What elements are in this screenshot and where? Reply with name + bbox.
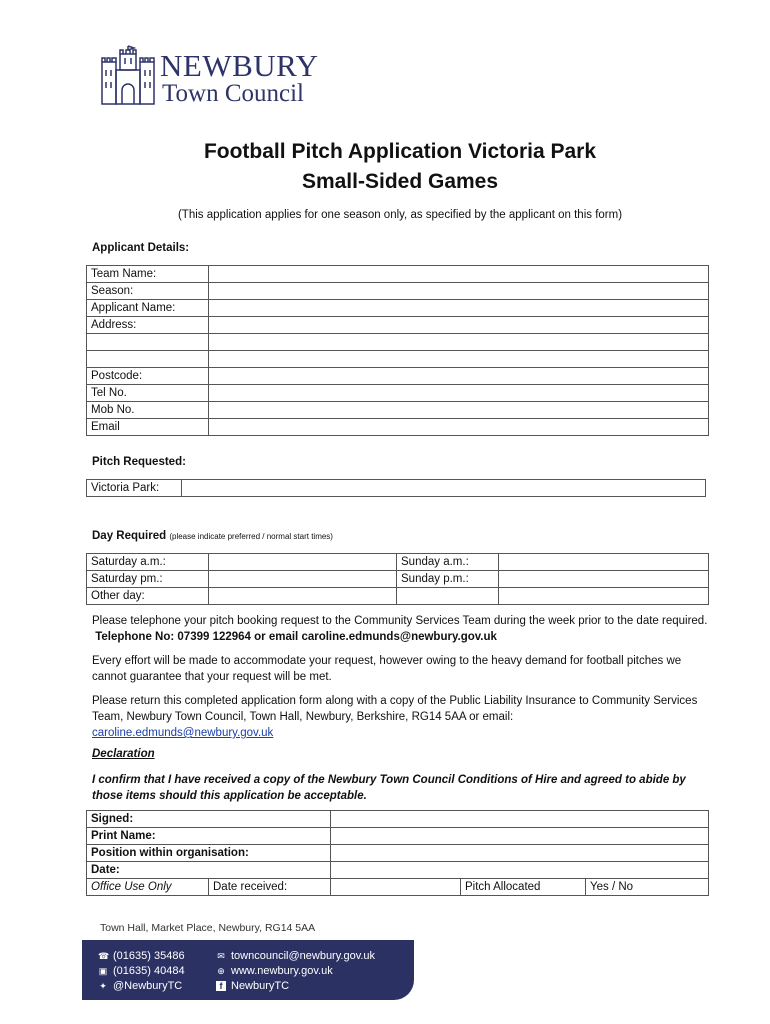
signed-label: Signed:: [87, 811, 331, 828]
sunday-am-label: Sunday a.m.:: [397, 554, 499, 571]
pitch-heading: Pitch Requested:: [92, 456, 186, 468]
day-heading-note: (please indicate preferred / normal start times): [169, 532, 333, 541]
applicant-row: [87, 300, 709, 317]
applicant-row: [87, 317, 709, 334]
applicant-row: [87, 419, 709, 436]
footer-twitter: [98, 980, 182, 992]
applicant-row-field[interactable]: [209, 300, 709, 317]
applicant-table: [86, 265, 709, 436]
saturday-pm-field[interactable]: [209, 571, 397, 588]
footer-email-text[interactable]: towncouncil@newbury.gov.uk: [231, 950, 376, 962]
applicant-row: [87, 266, 709, 283]
sunday-am-field[interactable]: [499, 554, 709, 571]
signoff-table: [86, 810, 709, 896]
date-label: Date:: [87, 862, 331, 879]
footer-phone: [98, 950, 185, 962]
applicant-row-label: Tel No.: [87, 385, 209, 402]
applicant-row-field[interactable]: [209, 402, 709, 419]
footer-phone-text: (01635) 35486: [113, 950, 185, 962]
applicant-row-field[interactable]: [209, 334, 709, 351]
twitter-icon: ✦: [99, 981, 107, 991]
applicant-row: [87, 283, 709, 300]
booking-contact: Telephone No: 07399 122964 or email caroline.edmunds@newbury.gov.uk: [95, 631, 497, 643]
victoria-park-label: Victoria Park:: [87, 480, 182, 497]
applicant-row: [87, 402, 709, 419]
sunday-pm-label: Sunday p.m.:: [397, 571, 499, 588]
applicant-row-field[interactable]: [209, 266, 709, 283]
applicant-row-label: Season:: [87, 283, 209, 300]
position-label: Position within organisation:: [87, 845, 331, 862]
footer-twitter-text[interactable]: @NewburyTC: [113, 980, 183, 992]
applicant-row-field[interactable]: [209, 368, 709, 385]
date-field[interactable]: [331, 862, 709, 879]
applicant-heading: Applicant Details:: [92, 242, 190, 254]
footer-facebook: [216, 980, 289, 992]
availability-notice: Every effort will be made to accommodate your request, however owing to the heavy demand for football pitches we cannot guarantee that your request will be met.: [92, 655, 682, 683]
saturday-pm-label: Saturday pm.:: [87, 571, 209, 588]
phone-icon: ☎: [98, 951, 110, 961]
footer-web: [216, 965, 333, 977]
page-title: Football Pitch Application Victoria Park: [203, 140, 597, 163]
applicant-row-label: Mob No.: [87, 402, 209, 419]
saturday-am-label: Saturday a.m.:: [87, 554, 209, 571]
applicant-row: [87, 334, 709, 351]
applicant-row: [87, 385, 709, 402]
other-day-field-2[interactable]: [397, 588, 499, 605]
print-name-field[interactable]: [331, 828, 709, 845]
applicant-row-label: [87, 334, 209, 351]
date-received-field[interactable]: [331, 879, 461, 896]
yes-no-field[interactable]: Yes / No: [586, 879, 709, 896]
footer-web-text[interactable]: www.newbury.gov.uk: [231, 965, 333, 977]
victoria-park-field[interactable]: [182, 480, 706, 497]
applicant-row-label: Team Name:: [87, 266, 209, 283]
fax-icon: ▣: [98, 966, 108, 976]
date-received-label: Date received:: [209, 879, 331, 896]
other-day-label: Other day:: [87, 588, 209, 605]
office-use-label: Office Use Only: [87, 879, 209, 896]
pitch-table: [86, 479, 706, 497]
applicant-row-field[interactable]: [209, 317, 709, 334]
booking-instructions: [92, 613, 712, 645]
footer-address: Town Hall, Market Place, Newbury, RG14 5AA: [100, 922, 316, 934]
saturday-am-field[interactable]: [209, 554, 397, 571]
logo: [98, 44, 158, 106]
print-name-label: Print Name:: [87, 828, 331, 845]
email-icon: ✉: [217, 951, 225, 961]
return-email-link[interactable]: caroline.edmunds@newbury.gov.uk: [92, 727, 274, 739]
page-title-line2: Small-Sided Games: [301, 170, 499, 193]
applicant-row-label: Applicant Name:: [87, 300, 209, 317]
footer-fax: [98, 965, 185, 977]
return-instructions: [92, 693, 712, 741]
applicant-row: [87, 368, 709, 385]
applicant-row-field[interactable]: [209, 419, 709, 436]
booking-instructions-text: Please telephone your pitch booking request to the Community Services Team during the week prior to the date required.: [92, 615, 708, 627]
logo-subtitle: Town Council: [162, 80, 304, 107]
castle-logo-icon: [98, 44, 158, 106]
day-table: [86, 553, 709, 605]
applicant-row-label: Postcode:: [87, 368, 209, 385]
globe-icon: ⊕: [217, 966, 225, 976]
page-subtitle: (This application applies for one season only, as specified by the applicant on this form): [177, 209, 623, 221]
logo-title: NEWBURY: [160, 48, 319, 83]
applicant-row: [87, 351, 709, 368]
applicant-row-label: Address:: [87, 317, 209, 334]
sunday-pm-field[interactable]: [499, 571, 709, 588]
declaration-heading: Declaration: [92, 748, 155, 760]
footer-contact-box: [82, 940, 414, 1000]
declaration-text: I confirm that I have received a copy of the Newbury Town Council Conditions of Hire and agreed to abide by those items should this application be acceptable.: [92, 774, 686, 802]
applicant-row-field[interactable]: [209, 385, 709, 402]
day-heading-label: Day Required: [92, 530, 167, 542]
other-day-field[interactable]: [209, 588, 397, 605]
position-field[interactable]: [331, 845, 709, 862]
other-day-field-3[interactable]: [499, 588, 709, 605]
applicant-row-field[interactable]: [209, 283, 709, 300]
applicant-row-field[interactable]: [209, 351, 709, 368]
applicant-row-label: [87, 351, 209, 368]
pitch-allocated-label: Pitch Allocated: [461, 879, 586, 896]
day-heading: [92, 530, 333, 542]
signed-field[interactable]: [331, 811, 709, 828]
return-instructions-text: Please return this completed application form along with a copy of the Public Liability Insurance to Community Services Team, Newbury Town Council, Town Hall, Newbury, Berkshire, RG14 5AA or email:: [92, 695, 698, 723]
footer-email: [216, 950, 375, 962]
applicant-row-label: Email: [87, 419, 209, 436]
facebook-icon: f: [216, 981, 226, 991]
footer-facebook-text[interactable]: NewburyTC: [231, 980, 290, 992]
footer-fax-text: (01635) 40484: [113, 965, 185, 977]
